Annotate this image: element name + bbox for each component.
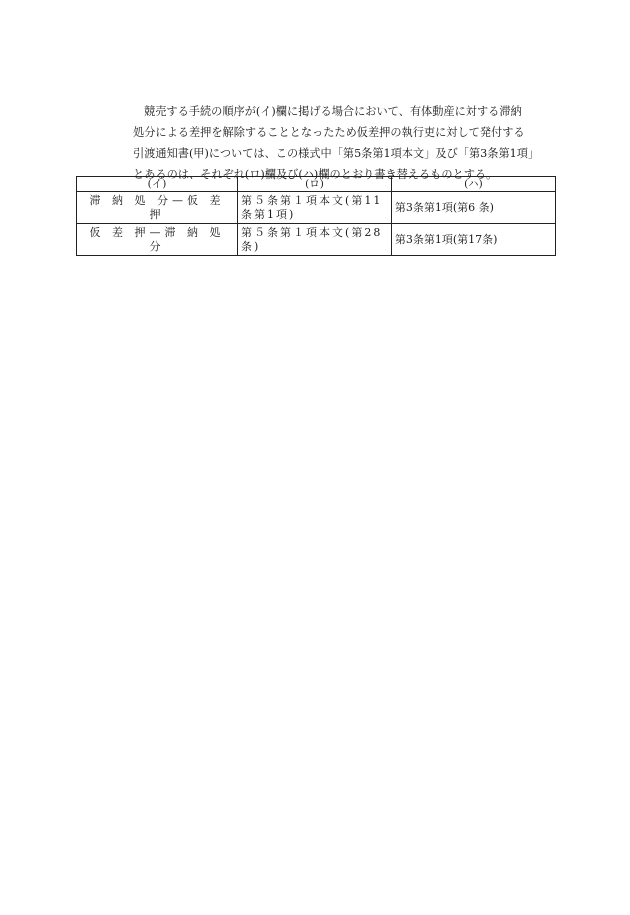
paragraph-line: 処分による差押を解除することとなったため仮差押の執行吏に対して発付する <box>133 126 525 139</box>
table-cell-procedure-order: 滞 納 処 分—仮 差 押 <box>77 192 238 224</box>
instruction-paragraph <box>133 101 553 185</box>
table-row <box>77 224 556 256</box>
table-cell-replacement-ro: 第５条第１項本文(第11条第1項) <box>238 192 392 224</box>
paragraph-line: 競売する手続の順序が(イ)欄に掲げる場合において、有体動産に対する滞納 <box>144 105 522 118</box>
paragraph-line: とあるのは、それぞれ(ロ)欄及び(ハ)欄のとおり書き替えるものとする。 <box>133 168 498 181</box>
paragraph-line: 引渡通知書(甲)については、この様式中「第5条第1項本文」及び「第3条第1項」 <box>133 147 540 160</box>
column-header-i: (イ) <box>77 177 238 192</box>
table-row <box>77 192 556 224</box>
column-header-ha: (ハ) <box>391 177 555 192</box>
table-cell-replacement-ha: 第3条第1項(第6 条) <box>391 192 555 224</box>
table-cell-procedure-order: 仮 差 押—滞 納 処 分 <box>77 224 238 256</box>
replacement-table <box>76 176 556 256</box>
column-header-ro: (ロ) <box>238 177 392 192</box>
table-header-row <box>77 177 556 192</box>
table-cell-replacement-ro: 第５条第１項本文(第28条) <box>238 224 392 256</box>
table-cell-replacement-ha: 第3条第1項(第17条) <box>391 224 555 256</box>
